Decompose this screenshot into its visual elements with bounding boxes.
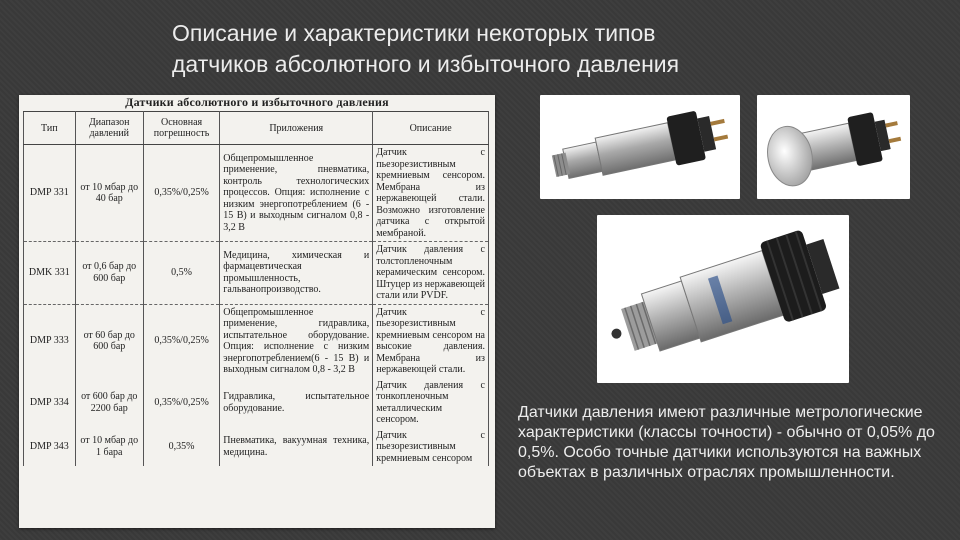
cell-description: Датчик с пьезорезистивным кремниевым сенсором на высокие давления. Мембрана из нержавеющей стали. [373,304,489,378]
sensor-spec-table [23,111,489,466]
cell-description: Датчик с пьезорезистивным кремниевым сенсором. Мембрана из нержавеющей стали. Возможно изготовление датчика с открытой мембраной. [373,145,489,242]
header-description: Описание [373,112,489,145]
sensor-table-image [19,95,495,528]
table-caption: Датчики абсолютного и избыточного давления [125,95,389,109]
cell-description: Датчик давления с тонкопленочным металлическим сенсором. [373,378,489,428]
cell-applications: Общепромышленное применение, пневматика, контроль технологических процессов. Опция: исполнение с низким энергопотреблением (6 - 15 В) и выходным сигналом 0,8 - 3,2 В [220,145,373,242]
pressure-sensor-icon [597,215,849,383]
body-text: Датчики давления имеют различные метрологические характеристики (классы точности) - обычно от 0,05% до 0,5%. Особо точные датчики используются на важных объектах в различных отраслях промышленности. [518,404,935,481]
header-applications: Приложения [220,112,373,145]
table-row [24,304,489,378]
cell-error: 0,35%/0,25% [143,378,219,428]
cell-range: от 600 бар до 2200 бар [75,378,143,428]
cell-description: Датчик с пьезорезистивным кремниевым сенсором [373,428,489,467]
pressure-sensor-icon [757,95,910,199]
title-line-1: Описание и характеристики некоторых типов [172,20,656,46]
cell-type: DMP 343 [24,428,76,467]
cell-type: DMP 331 [24,145,76,242]
pressure-sensor-icon [540,95,740,199]
cell-applications: Гидравлика, испытательное оборудование. [220,378,373,428]
sensor-photo-large [597,215,849,383]
cell-error: 0,35%/0,25% [143,304,219,378]
cell-range: от 10 мбар до 40 бар [75,145,143,242]
cell-type: DMP 333 [24,304,76,378]
cell-type: DMK 331 [24,242,76,305]
cell-range: от 60 бар до 600 бар [75,304,143,378]
cell-applications: Общепромышленное применение, гидравлика, испытательное оборудование. Опция: исполнение с низким энергопотреблением(6 - 15 В) и выходным сигналом 0,8 - 3,2 В [220,304,373,378]
sensor-photo-threaded [540,95,740,199]
table-row [24,145,489,242]
title-line-2: датчиков абсолютного и избыточного давления [172,51,680,77]
cell-type: DMP 334 [24,378,76,428]
cell-applications: Медицина, химическая и фармацевтическая промышленность, гальванопроизводство. [220,242,373,305]
cell-error: 0,35%/0,25% [143,145,219,242]
cell-error: 0,5% [143,242,219,305]
cell-description: Датчик давления с толстопленочным керамическим сенсором. Штуцер из нержавеющей стали или PVDF. [373,242,489,305]
cell-range: от 0,6 бар до 600 бар [75,242,143,305]
table-row [24,378,489,428]
header-type: Тип [24,112,76,145]
slide-title [172,18,792,80]
cell-error: 0,35% [143,428,219,467]
table-row [24,428,489,467]
table-header-row [24,112,489,145]
cell-range: от 10 мбар до 1 бара [75,428,143,467]
sensor-photo-flush [757,95,910,199]
table-row [24,242,489,305]
header-error: Основная погрешность [143,112,219,145]
cell-applications: Пневматика, вакуумная техника, медицина. [220,428,373,467]
header-range: Диапазон давлений [75,112,143,145]
